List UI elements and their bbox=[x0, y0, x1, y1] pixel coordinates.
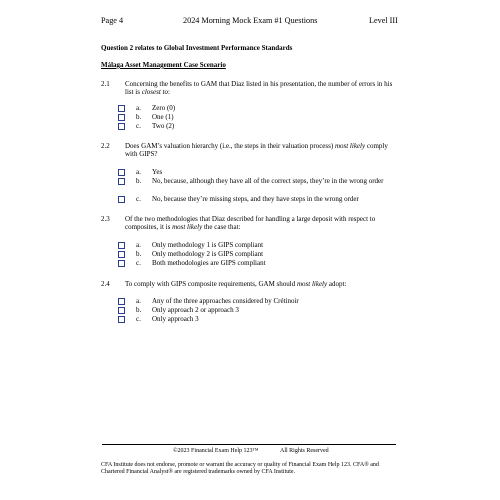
checkbox[interactable] bbox=[118, 169, 125, 176]
checkbox[interactable] bbox=[118, 251, 125, 258]
option-letter: a. bbox=[136, 104, 141, 112]
option-text: No, because, although they have all of the correct steps, they’re in the wrong order bbox=[152, 177, 384, 185]
checkbox[interactable] bbox=[118, 316, 125, 323]
checkbox[interactable] bbox=[118, 123, 125, 130]
option-letter: c. bbox=[136, 122, 141, 130]
option-letter: a. bbox=[136, 297, 141, 305]
option-letter: c. bbox=[136, 259, 141, 267]
option-letter: b. bbox=[136, 250, 142, 258]
question-number: 2.3 bbox=[101, 215, 110, 223]
footer-rule bbox=[102, 444, 396, 445]
option-letter: a. bbox=[136, 168, 141, 176]
checkbox[interactable] bbox=[118, 196, 125, 203]
option-text: Two (2) bbox=[152, 122, 175, 130]
option-text: Only methodology 1 is GIPS compliant bbox=[152, 241, 264, 249]
footer-copyright: ©2023 Financial Exam Help 123™ bbox=[173, 448, 259, 454]
option-text: Only approach 3 bbox=[152, 315, 199, 323]
exam-title: 2024 Morning Mock Exam #1 Questions bbox=[183, 16, 318, 25]
option-text: Both methodologies are GIPS compliant bbox=[152, 259, 266, 267]
checkbox[interactable] bbox=[118, 114, 125, 121]
question-text: To comply with GIPS composite requirements, GAM should most likely adopt: bbox=[125, 280, 347, 288]
option-letter: b. bbox=[136, 177, 142, 185]
option-letter: c. bbox=[136, 195, 141, 203]
question-number: 2.2 bbox=[101, 142, 110, 150]
question-number: 2.1 bbox=[101, 80, 110, 88]
checkbox[interactable] bbox=[118, 307, 125, 314]
footer-disclaimer: CFA Institute does not endorse, promote or warrant the accuracy or quality of Financial Exam Help 123. CFA® and Chartered Financial Analyst® are registered trademarks owned by CFA Institute. bbox=[101, 462, 379, 476]
question-text: Of the two methodologies that Diaz described for handling a large deposit with respect to composites, it is most likely the case that: bbox=[125, 215, 376, 232]
exam-level: Level III bbox=[369, 16, 398, 25]
option-text: Zero (0) bbox=[152, 104, 176, 112]
option-letter: b. bbox=[136, 113, 142, 121]
question-text: Concerning the benefits to GAM that Diaz listed in his presentation, the number of errors in his list is closest to: bbox=[125, 80, 393, 97]
checkbox[interactable] bbox=[118, 105, 125, 112]
case-title: Málaga Asset Management Case Scenario bbox=[101, 61, 226, 69]
footer-rights: All Rights Reserved bbox=[280, 448, 329, 454]
page-number: Page 4 bbox=[101, 16, 124, 25]
checkbox[interactable] bbox=[118, 242, 125, 249]
question-number: 2.4 bbox=[101, 280, 110, 288]
option-letter: c. bbox=[136, 315, 141, 323]
option-text: Only methodology 2 is GIPS compliant bbox=[152, 250, 264, 258]
option-letter: b. bbox=[136, 306, 142, 314]
option-text: Any of the three approaches considered by Crétinoir bbox=[152, 297, 299, 305]
option-letter: a. bbox=[136, 241, 141, 249]
checkbox[interactable] bbox=[118, 260, 125, 267]
checkbox[interactable] bbox=[118, 178, 125, 185]
option-text: No, because they’re missing steps, and they have steps in the wrong order bbox=[152, 195, 359, 203]
option-text: One (1) bbox=[152, 113, 174, 121]
option-text: Yes bbox=[152, 168, 163, 176]
option-text: Only approach 2 or approach 3 bbox=[152, 306, 239, 314]
question-intro: Question 2 relates to Global Investment Performance Standards bbox=[101, 44, 293, 52]
checkbox[interactable] bbox=[118, 298, 125, 305]
question-text: Does GAM’s valuation hierarchy (i.e., the steps in their valuation process) most likely comply with GIPS? bbox=[125, 142, 388, 159]
